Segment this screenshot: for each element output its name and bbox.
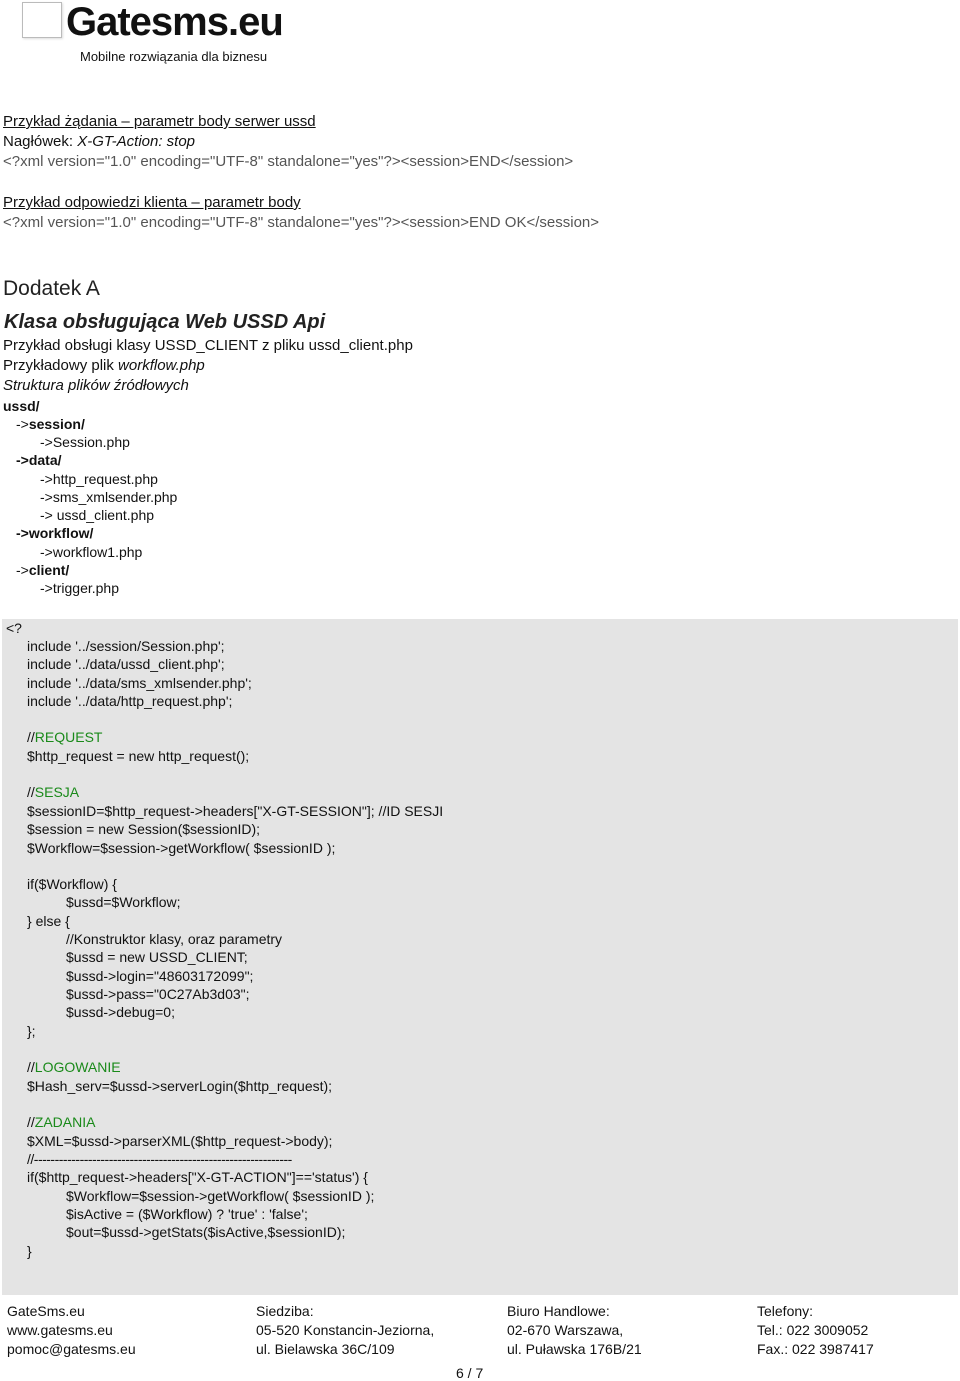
code-zad-4: $Workflow=$session->getWorkflow( $sessionID );: [66, 1188, 375, 1204]
code-include-1: include '../session/Session.php';: [27, 638, 225, 654]
code-comment-sesja: [27, 783, 79, 801]
logo-placeholder: [22, 2, 62, 38]
code-open-tag: <?: [6, 620, 22, 636]
footer-sales-city: 02-670 Warszawa,: [507, 1322, 624, 1338]
tree-client-name: client/: [28, 562, 70, 578]
footer-phone-fax: Fax.: 022 3987417: [757, 1341, 874, 1357]
response-example-title: Przykład odpowiedzi klienta – parametr body: [3, 194, 301, 211]
tree-root: ussd/: [3, 398, 40, 414]
brand-title: Gatesms.eu: [66, 0, 283, 44]
tree-client-dir: [16, 561, 69, 579]
code-if-8: $ussd->debug=0;: [66, 1004, 175, 1020]
code-comment-zadania: [27, 1113, 95, 1131]
footer-headquarters: [256, 1302, 434, 1359]
response-xml: <?xml version="1.0" encoding="UTF-8" standalone="yes"?><session>END OK</session>: [3, 214, 600, 231]
code-comment-request: [27, 728, 102, 746]
footer-company: [7, 1302, 136, 1359]
code-if-5: $ussd = new USSD_CLIENT;: [66, 949, 248, 965]
tree-session-prefix: ->: [16, 416, 29, 432]
appendix-line-2-file: workflow.php: [118, 357, 205, 374]
code-comment-zad-slashes: //: [27, 1114, 35, 1130]
code-session-1: $sessionID=$http_request->headers["X-GT-SESSION"]; //ID SESJI: [27, 803, 444, 819]
class-heading: Klasa obsługująca Web USSD Api: [4, 311, 326, 333]
footer-hq-street: ul. Bielawska 36C/109: [256, 1341, 395, 1357]
tree-data-dir: ->data/: [16, 452, 62, 468]
code-include-2: include '../data/ussd_client.php';: [27, 656, 225, 672]
code-comment-sesja-text: SESJA: [34, 784, 80, 800]
code-login-line: $Hash_serv=$ussd->serverLogin($http_request);: [27, 1078, 333, 1094]
code-comment-log-text: LOGOWANIE: [34, 1059, 121, 1075]
footer-sales-office: [507, 1302, 642, 1359]
code-include-3: include '../data/sms_xmlsender.php';: [27, 675, 252, 691]
code-comment-sesja-slashes: //: [27, 784, 35, 800]
footer-company-name: GateSms.eu: [7, 1303, 85, 1319]
code-if-9: };: [27, 1023, 36, 1039]
tree-session-dir: [16, 415, 85, 433]
code-if-7: $ussd->pass="0C27Ab3d03";: [66, 986, 250, 1002]
code-comment-logowanie: [27, 1058, 121, 1076]
code-if-6: $ussd->login="48603172099";: [66, 968, 254, 984]
code-zad-5: $isActive = ($Workflow) ? 'true' : 'false';: [66, 1206, 308, 1222]
code-zad-2: //--------------------------------------------------------------: [27, 1151, 292, 1167]
code-zad-6: $out=$ussd->getStats($isActive,$sessionID);: [66, 1224, 346, 1240]
code-comment-request-text: REQUEST: [34, 729, 103, 745]
appendix-line-1: Przykład obsługi klasy USSD_CLIENT z pliku ussd_client.php: [3, 337, 413, 354]
tree-trigger: ->trigger.php: [40, 580, 119, 596]
tree-http-request: ->http_request.php: [40, 471, 158, 487]
code-comment-log-slashes: //: [27, 1059, 35, 1075]
code-include-4: include '../data/http_request.php';: [27, 693, 233, 709]
tree-ussd-client: -> ussd_client.php: [40, 507, 155, 523]
tree-workflow1: ->workflow1.php: [40, 544, 143, 560]
footer-hq-label: Siedziba:: [256, 1303, 314, 1319]
appendix-line-2: [3, 356, 205, 376]
appendix-line-2-prefix: Przykładowy plik: [3, 357, 119, 374]
footer-company-website[interactable]: www.gatesms.eu: [7, 1322, 113, 1338]
code-comment-zad-text: ZADANIA: [34, 1114, 96, 1130]
code-session-3: $Workflow=$session->getWorkflow( $sessionID );: [27, 840, 336, 856]
code-zad-3: if($http_request->headers["X-GT-ACTION"]=='status') {: [27, 1169, 368, 1185]
footer-phones-label: Telefony:: [757, 1303, 814, 1319]
page-number: 6 / 7: [456, 1365, 484, 1381]
code-if-3: } else {: [27, 913, 70, 929]
request-header-value: X-GT-Action: stop: [77, 133, 196, 150]
request-example-title: Przykład żądania – parametr body serwer ussd: [3, 113, 316, 130]
footer-company-email[interactable]: pomoc@gatesms.eu: [7, 1341, 136, 1357]
code-if-1: if($Workflow) {: [27, 876, 117, 892]
footer-phone-tel: Tel.: 022 3009052: [757, 1322, 869, 1338]
request-header-line: [3, 132, 195, 152]
footer-sales-street: ul. Puławska 176B/21: [507, 1341, 642, 1357]
code-if-2: $ussd=$Workflow;: [66, 894, 181, 910]
brand-tagline: Mobilne rozwiązania dla biznesu: [80, 49, 268, 64]
tree-workflow-dir: ->workflow/: [16, 525, 94, 541]
request-xml: <?xml version="1.0" encoding="UTF-8" standalone="yes"?><session>END</session>: [3, 153, 574, 170]
code-if-4: //Konstruktor klasy, oraz parametry: [66, 931, 283, 947]
code-session-2: $session = new Session($sessionID);: [27, 821, 261, 837]
footer-sales-label: Biuro Handlowe:: [507, 1303, 610, 1319]
footer-phones: [757, 1302, 874, 1359]
tree-sms-xmlsender: ->sms_xmlsender.php: [40, 489, 178, 505]
appendix-line-3: Struktura plików źródłowych: [3, 377, 189, 394]
tree-session-file: ->Session.php: [40, 434, 130, 450]
request-header-label: Nagłówek:: [3, 133, 78, 150]
appendix-heading: Dodatek A: [3, 277, 100, 300]
code-request-line: $http_request = new http_request();: [27, 748, 250, 764]
tree-client-prefix: ->: [16, 562, 29, 578]
code-zad-1: $XML=$ussd->parserXML($http_request->body);: [27, 1133, 333, 1149]
tree-session-name: session/: [28, 416, 85, 432]
code-zad-7: }: [27, 1243, 32, 1259]
code-comment-request-slashes: //: [27, 729, 35, 745]
footer-hq-city: 05-520 Konstancin-Jeziorna,: [256, 1322, 435, 1338]
